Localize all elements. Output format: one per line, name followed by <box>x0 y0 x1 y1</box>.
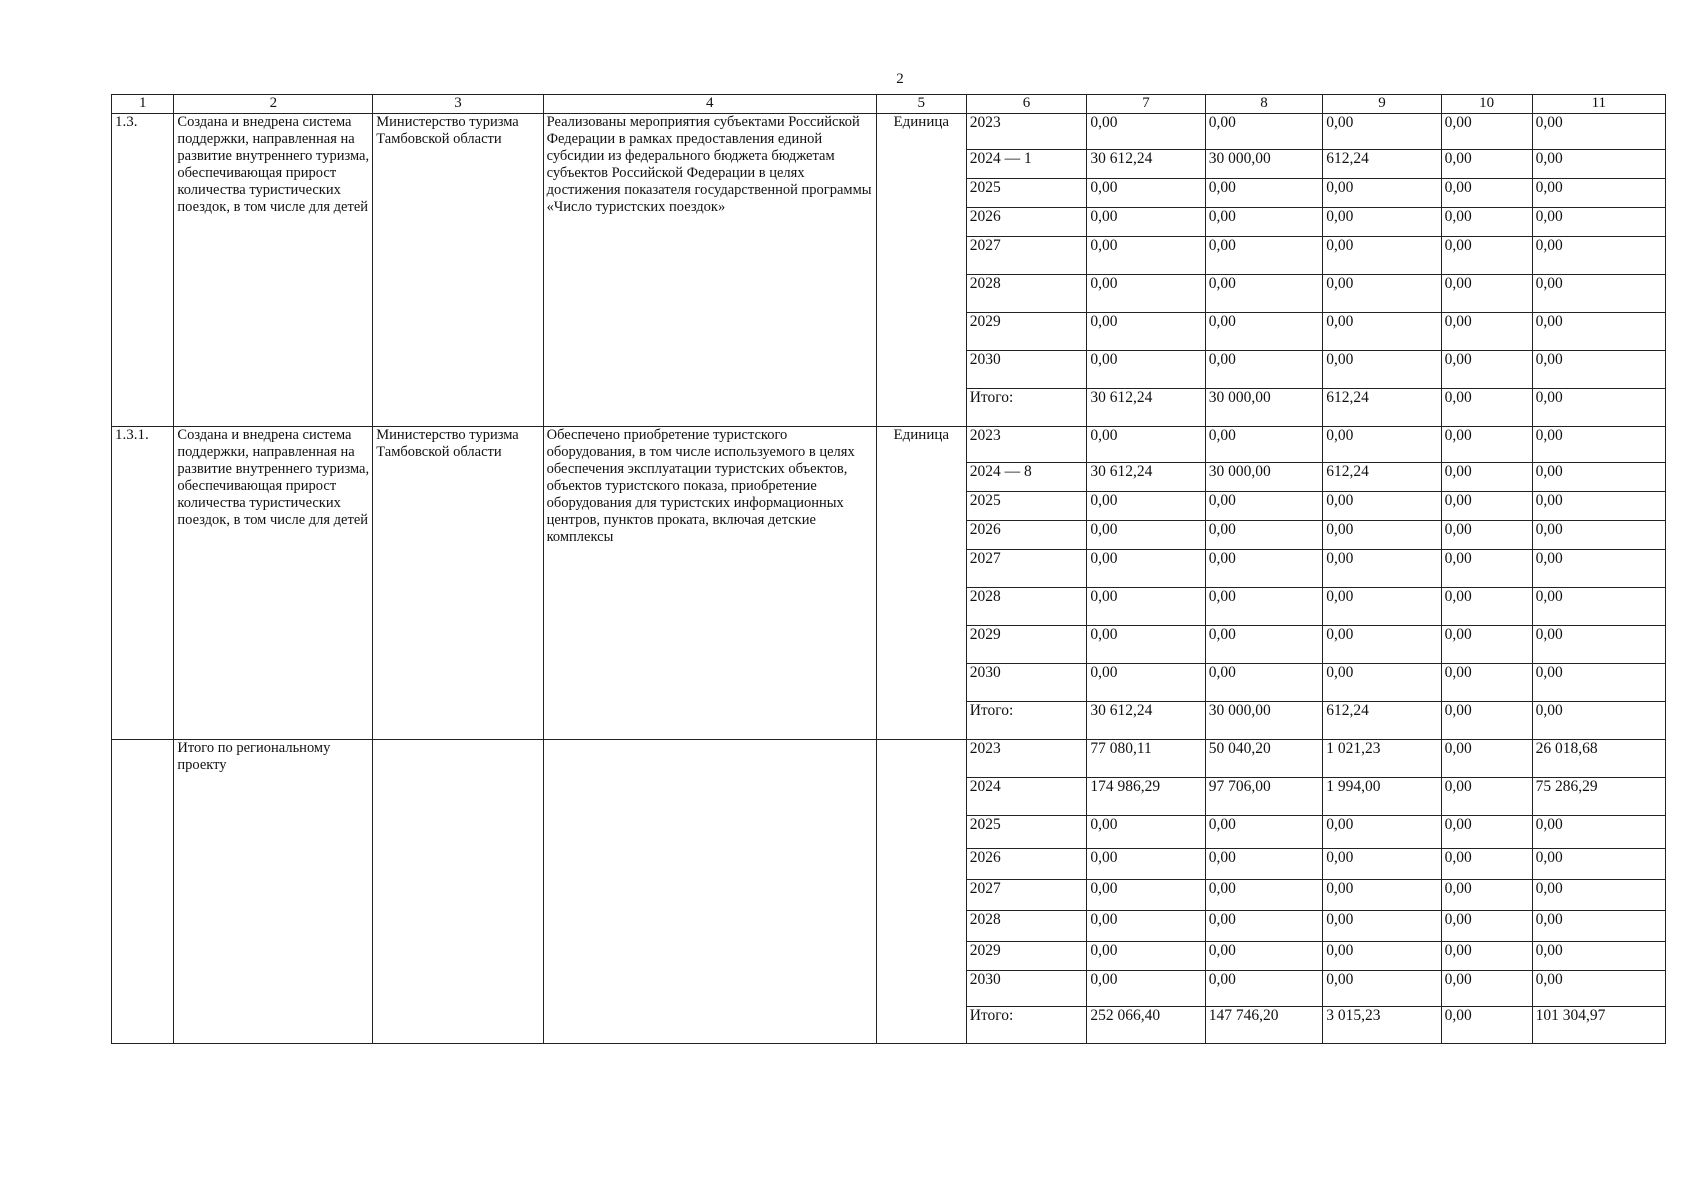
amount-cell: 0,00 <box>1205 179 1322 208</box>
amount-cell: 0,00 <box>1532 208 1665 237</box>
amount-cell: 0,00 <box>1532 114 1665 150</box>
amount-cell: 1 994,00 <box>1323 778 1441 816</box>
amount-cell: 0,00 <box>1532 179 1665 208</box>
year-cell: 2028 <box>966 275 1087 313</box>
amount-cell: 0,00 <box>1087 275 1205 313</box>
amount-cell: 0,00 <box>1323 351 1441 389</box>
amount-cell: 0,00 <box>1205 942 1322 971</box>
header-cell: 4 <box>543 95 876 114</box>
table-row <box>112 740 1666 778</box>
amount-cell: 0,00 <box>1441 911 1532 942</box>
amount-cell: 0,00 <box>1532 150 1665 179</box>
section-result <box>543 740 876 1044</box>
amount-cell: 0,00 <box>1441 740 1532 778</box>
section-name: Создана и внедрена система поддержки, направленная на развитие внутреннего туризма, обеспечивающая прирост количества туристических поездок, в том числе для детей <box>174 427 373 740</box>
header-cell: 5 <box>876 95 966 114</box>
amount-cell: 0,00 <box>1323 880 1441 911</box>
year-cell: 2030 <box>966 351 1087 389</box>
year-cell: 2027 <box>966 880 1087 911</box>
amount-cell: 0,00 <box>1441 150 1532 179</box>
amount-cell: 0,00 <box>1087 911 1205 942</box>
amount-cell: 0,00 <box>1323 849 1441 880</box>
amount-cell: 1 021,23 <box>1323 740 1441 778</box>
amount-cell: 0,00 <box>1087 971 1205 1007</box>
amount-cell: 0,00 <box>1323 114 1441 150</box>
amount-cell: 0,00 <box>1205 911 1322 942</box>
header-cell: 9 <box>1323 95 1441 114</box>
amount-cell: 0,00 <box>1532 702 1665 740</box>
amount-cell: 30 000,00 <box>1205 150 1322 179</box>
section-responsible <box>373 740 543 1044</box>
amount-cell: 252 066,40 <box>1087 1007 1205 1044</box>
amount-cell: 0,00 <box>1532 942 1665 971</box>
amount-cell: 0,00 <box>1323 550 1441 588</box>
amount-cell: 0,00 <box>1087 208 1205 237</box>
amount-cell: 0,00 <box>1205 816 1322 849</box>
amount-cell: 0,00 <box>1087 313 1205 351</box>
amount-cell: 30 000,00 <box>1205 389 1322 427</box>
amount-cell: 0,00 <box>1323 313 1441 351</box>
amount-cell: 147 746,20 <box>1205 1007 1322 1044</box>
year-cell: 2023 <box>966 740 1087 778</box>
header-cell: 7 <box>1087 95 1205 114</box>
amount-cell: 30 000,00 <box>1205 463 1322 492</box>
amount-cell: 0,00 <box>1323 626 1441 664</box>
amount-cell: 0,00 <box>1323 664 1441 702</box>
amount-cell: 0,00 <box>1323 588 1441 626</box>
amount-cell: 0,00 <box>1205 427 1322 463</box>
header-cell: 1 <box>112 95 174 114</box>
amount-cell: 0,00 <box>1532 492 1665 521</box>
amount-cell: 0,00 <box>1205 237 1322 275</box>
amount-cell: 0,00 <box>1532 971 1665 1007</box>
amount-cell: 0,00 <box>1441 427 1532 463</box>
amount-cell: 0,00 <box>1532 389 1665 427</box>
amount-cell: 0,00 <box>1441 208 1532 237</box>
amount-cell: 0,00 <box>1205 588 1322 626</box>
amount-cell: 0,00 <box>1205 880 1322 911</box>
amount-cell: 30 612,24 <box>1087 702 1205 740</box>
amount-cell: 0,00 <box>1532 550 1665 588</box>
amount-cell: 0,00 <box>1323 816 1441 849</box>
amount-cell: 50 040,20 <box>1205 740 1322 778</box>
header-cell: 3 <box>373 95 543 114</box>
amount-cell: 30 612,24 <box>1087 389 1205 427</box>
amount-cell: 0,00 <box>1532 237 1665 275</box>
amount-cell: 0,00 <box>1087 550 1205 588</box>
amount-cell: 30 000,00 <box>1205 702 1322 740</box>
year-cell: 2024 <box>966 778 1087 816</box>
amount-cell: 0,00 <box>1441 389 1532 427</box>
amount-cell: 174 986,29 <box>1087 778 1205 816</box>
amount-cell: 0,00 <box>1087 521 1205 550</box>
header-cell: 10 <box>1441 95 1532 114</box>
amount-cell: 0,00 <box>1532 626 1665 664</box>
amount-cell: 0,00 <box>1205 849 1322 880</box>
page-number: 2 <box>896 71 904 87</box>
year-cell: 2025 <box>966 179 1087 208</box>
amount-cell: 0,00 <box>1441 778 1532 816</box>
amount-cell: 0,00 <box>1441 1007 1532 1044</box>
amount-cell: 0,00 <box>1323 971 1441 1007</box>
amount-cell: 77 080,11 <box>1087 740 1205 778</box>
amount-cell: 0,00 <box>1441 463 1532 492</box>
section-name: Итого по региональному проекту <box>174 740 373 1044</box>
year-cell: 2027 <box>966 237 1087 275</box>
amount-cell: 75 286,29 <box>1532 778 1665 816</box>
amount-cell: 0,00 <box>1441 702 1532 740</box>
year-cell: Итого: <box>966 389 1087 427</box>
year-cell: Итого: <box>966 702 1087 740</box>
amount-cell: 0,00 <box>1205 521 1322 550</box>
amount-cell: 0,00 <box>1087 588 1205 626</box>
amount-cell: 30 612,24 <box>1087 463 1205 492</box>
amount-cell: 0,00 <box>1441 351 1532 389</box>
amount-cell: 0,00 <box>1441 849 1532 880</box>
amount-cell: 0,00 <box>1532 313 1665 351</box>
amount-cell: 0,00 <box>1205 626 1322 664</box>
amount-cell: 0,00 <box>1205 492 1322 521</box>
section-name: Создана и внедрена система поддержки, направленная на развитие внутреннего туризма, обеспечивающая прирост количества туристических поездок, в том числе для детей <box>174 114 373 427</box>
year-cell: Итого: <box>966 1007 1087 1044</box>
amount-cell: 0,00 <box>1087 664 1205 702</box>
year-cell: 2029 <box>966 626 1087 664</box>
amount-cell: 0,00 <box>1205 275 1322 313</box>
amount-cell: 0,00 <box>1441 313 1532 351</box>
section-unit: Единица <box>876 427 966 740</box>
year-cell: 2030 <box>966 971 1087 1007</box>
amount-cell: 0,00 <box>1323 911 1441 942</box>
section-id: 1.3.1. <box>112 427 174 740</box>
amount-cell: 0,00 <box>1441 179 1532 208</box>
section-result: Обеспечено приобретение туристского оборудования, в том числе используемого в целях обеспечения эксплуатации туристских объектов, объектов туристского показа, приобретение оборудования для туристских информационных центров, пунктов проката, включая детские комплексы <box>543 427 876 740</box>
amount-cell: 0,00 <box>1087 816 1205 849</box>
amount-cell: 97 706,00 <box>1205 778 1322 816</box>
amount-cell: 0,00 <box>1532 664 1665 702</box>
amount-cell: 3 015,23 <box>1323 1007 1441 1044</box>
section-result: Реализованы мероприятия субъектами Российской Федерации в рамках предоставления единой субсидии из федерального бюджета бюджетам субъектов Российской Федерации в целях достижения показателя государственной программы «Число туристских поездок» <box>543 114 876 427</box>
amount-cell: 612,24 <box>1323 463 1441 492</box>
amount-cell: 0,00 <box>1532 521 1665 550</box>
year-cell: 2026 <box>966 849 1087 880</box>
amount-cell: 0,00 <box>1532 427 1665 463</box>
year-cell: 2027 <box>966 550 1087 588</box>
header-cell: 2 <box>174 95 373 114</box>
year-cell: 2030 <box>966 664 1087 702</box>
amount-cell: 26 018,68 <box>1532 740 1665 778</box>
year-cell: 2026 <box>966 208 1087 237</box>
table-row <box>112 114 1666 150</box>
amount-cell: 0,00 <box>1087 626 1205 664</box>
amount-cell: 0,00 <box>1087 237 1205 275</box>
amount-cell: 30 612,24 <box>1087 150 1205 179</box>
amount-cell: 0,00 <box>1532 351 1665 389</box>
year-cell: 2028 <box>966 911 1087 942</box>
amount-cell: 0,00 <box>1532 275 1665 313</box>
section-id: 1.3. <box>112 114 174 427</box>
amount-cell: 0,00 <box>1441 550 1532 588</box>
section-id <box>112 740 174 1044</box>
section-responsible: Министерство туризма Тамбовской области <box>373 114 543 427</box>
amount-cell: 0,00 <box>1087 880 1205 911</box>
year-cell: 2024 — 1 <box>966 150 1087 179</box>
amount-cell: 0,00 <box>1441 492 1532 521</box>
amount-cell: 0,00 <box>1323 237 1441 275</box>
amount-cell: 0,00 <box>1323 521 1441 550</box>
amount-cell: 612,24 <box>1323 150 1441 179</box>
amount-cell: 0,00 <box>1441 664 1532 702</box>
amount-cell: 0,00 <box>1323 179 1441 208</box>
amount-cell: 0,00 <box>1323 492 1441 521</box>
year-cell: 2029 <box>966 942 1087 971</box>
amount-cell: 0,00 <box>1205 550 1322 588</box>
amount-cell: 0,00 <box>1087 351 1205 389</box>
amount-cell: 0,00 <box>1441 942 1532 971</box>
amount-cell: 612,24 <box>1323 702 1441 740</box>
budget-table <box>111 94 1666 1044</box>
year-cell: 2025 <box>966 492 1087 521</box>
amount-cell: 0,00 <box>1441 816 1532 849</box>
year-cell: 2025 <box>966 816 1087 849</box>
amount-cell: 0,00 <box>1205 313 1322 351</box>
amount-cell: 0,00 <box>1087 179 1205 208</box>
year-cell: 2024 — 8 <box>966 463 1087 492</box>
amount-cell: 0,00 <box>1532 463 1665 492</box>
amount-cell: 612,24 <box>1323 389 1441 427</box>
year-cell: 2023 <box>966 114 1087 150</box>
amount-cell: 0,00 <box>1532 816 1665 849</box>
amount-cell: 0,00 <box>1205 971 1322 1007</box>
amount-cell: 0,00 <box>1205 351 1322 389</box>
year-cell: 2026 <box>966 521 1087 550</box>
amount-cell: 0,00 <box>1087 427 1205 463</box>
amount-cell: 0,00 <box>1441 114 1532 150</box>
year-cell: 2029 <box>966 313 1087 351</box>
amount-cell: 0,00 <box>1441 275 1532 313</box>
amount-cell: 0,00 <box>1087 942 1205 971</box>
amount-cell: 0,00 <box>1205 114 1322 150</box>
amount-cell: 0,00 <box>1323 427 1441 463</box>
amount-cell: 0,00 <box>1205 664 1322 702</box>
amount-cell: 0,00 <box>1441 237 1532 275</box>
amount-cell: 0,00 <box>1323 275 1441 313</box>
amount-cell: 0,00 <box>1441 626 1532 664</box>
year-cell: 2028 <box>966 588 1087 626</box>
amount-cell: 0,00 <box>1087 492 1205 521</box>
amount-cell: 0,00 <box>1532 880 1665 911</box>
header-cell: 6 <box>966 95 1087 114</box>
amount-cell: 0,00 <box>1441 521 1532 550</box>
section-unit: Единица <box>876 114 966 427</box>
amount-cell: 0,00 <box>1532 911 1665 942</box>
table-row <box>112 427 1666 463</box>
section-responsible: Министерство туризма Тамбовской области <box>373 427 543 740</box>
amount-cell: 0,00 <box>1087 114 1205 150</box>
header-row <box>112 95 1666 114</box>
amount-cell: 0,00 <box>1532 588 1665 626</box>
amount-cell: 0,00 <box>1205 208 1322 237</box>
header-cell: 8 <box>1205 95 1322 114</box>
amount-cell: 0,00 <box>1441 588 1532 626</box>
amount-cell: 0,00 <box>1323 208 1441 237</box>
amount-cell: 0,00 <box>1441 880 1532 911</box>
amount-cell: 0,00 <box>1323 942 1441 971</box>
section-unit <box>876 740 966 1044</box>
year-cell: 2023 <box>966 427 1087 463</box>
amount-cell: 0,00 <box>1532 849 1665 880</box>
amount-cell: 0,00 <box>1087 849 1205 880</box>
amount-cell: 0,00 <box>1441 971 1532 1007</box>
amount-cell: 101 304,97 <box>1532 1007 1665 1044</box>
header-cell: 11 <box>1532 95 1665 114</box>
